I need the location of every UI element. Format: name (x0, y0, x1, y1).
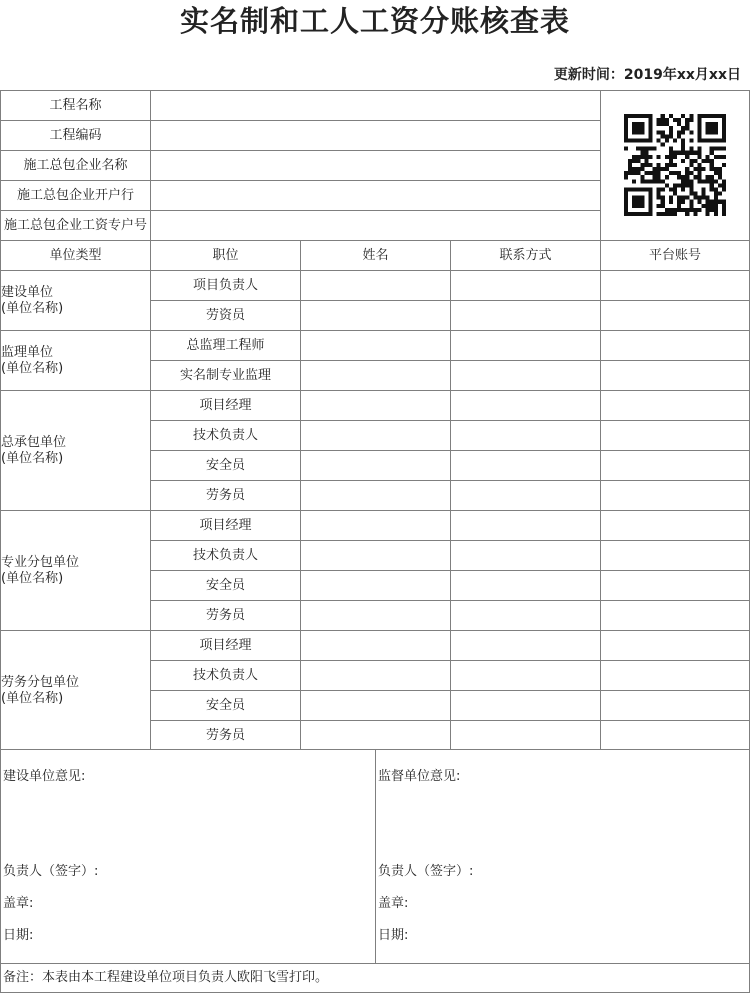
unit-name-placeholder: (单位名称) (1, 361, 64, 376)
platform-account-field[interactable] (600, 630, 750, 660)
name-field[interactable] (300, 270, 450, 300)
platform-account-field[interactable] (600, 540, 750, 570)
column-header: 单位类型 (0, 240, 150, 270)
footnote: 备注：本表由本工程建设单位项目负责人欧阳飞雪打印。 (0, 963, 750, 993)
contact-field[interactable] (450, 510, 600, 540)
info-label: 施工总包企业工资专户号 (0, 210, 150, 240)
contact-field[interactable] (450, 540, 600, 570)
position-label: 项目经理 (150, 510, 300, 540)
position-label: 劳务员 (150, 720, 300, 750)
contact-field[interactable] (450, 360, 600, 390)
platform-account-field[interactable] (600, 690, 750, 720)
signer-label: 负责人（签字）: (3, 864, 99, 879)
platform-account-field[interactable] (600, 330, 750, 360)
signer-label: 负责人（签字）: (378, 864, 474, 879)
unit-type-cell (0, 270, 150, 330)
column-header: 联系方式 (450, 240, 600, 270)
name-field[interactable] (300, 600, 450, 630)
info-label: 工程编码 (0, 120, 150, 150)
qr-code-icon (624, 114, 726, 216)
platform-account-field[interactable] (600, 600, 750, 630)
contact-field[interactable] (450, 330, 600, 360)
position-label: 技术负责人 (150, 660, 300, 690)
position-label: 实名制专业监理 (150, 360, 300, 390)
position-label: 安全员 (150, 690, 300, 720)
seal-label: 盖章: (3, 896, 34, 911)
contact-field[interactable] (450, 720, 600, 750)
position-label: 项目负责人 (150, 270, 300, 300)
page-title: 实名制和工人工资分账核查表 (179, 4, 570, 38)
platform-account-field[interactable] (600, 660, 750, 690)
name-field[interactable] (300, 450, 450, 480)
info-value-field[interactable] (150, 210, 600, 240)
position-label: 劳务员 (150, 480, 300, 510)
unit-name-placeholder: (单位名称) (1, 691, 64, 706)
platform-account-field[interactable] (600, 510, 750, 540)
unit-type-cell (0, 330, 150, 390)
unit-name-placeholder: (单位名称) (1, 451, 64, 466)
platform-account-field[interactable] (600, 390, 750, 420)
name-field[interactable] (300, 630, 450, 660)
contact-field[interactable] (450, 600, 600, 630)
contact-field[interactable] (450, 270, 600, 300)
name-field[interactable] (300, 480, 450, 510)
opinion-label: 建设单位意见: (3, 769, 86, 784)
name-field[interactable] (300, 360, 450, 390)
name-field[interactable] (300, 420, 450, 450)
name-field[interactable] (300, 570, 450, 600)
platform-account-field[interactable] (600, 570, 750, 600)
name-field[interactable] (300, 390, 450, 420)
info-value-field[interactable] (150, 90, 600, 120)
name-field[interactable] (300, 660, 450, 690)
platform-account-field[interactable] (600, 480, 750, 510)
position-label: 项目经理 (150, 390, 300, 420)
column-header: 平台账号 (600, 240, 750, 270)
position-label: 技术负责人 (150, 540, 300, 570)
left-opinion-box[interactable] (0, 749, 375, 963)
position-label: 技术负责人 (150, 420, 300, 450)
unit-type-label: 专业分包单位 (1, 555, 80, 570)
date-label: 日期: (3, 928, 34, 943)
position-label: 安全员 (150, 570, 300, 600)
platform-account-field[interactable] (600, 450, 750, 480)
contact-field[interactable] (450, 480, 600, 510)
unit-name-placeholder: (单位名称) (1, 571, 64, 586)
info-value-field[interactable] (150, 120, 600, 150)
name-field[interactable] (300, 540, 450, 570)
platform-account-field[interactable] (600, 270, 750, 300)
position-label: 项目经理 (150, 630, 300, 660)
unit-type-cell (0, 630, 150, 750)
column-header: 职位 (150, 240, 300, 270)
unit-type-label: 监理单位 (1, 345, 54, 360)
unit-type-label: 劳务分包单位 (1, 675, 80, 690)
date-label: 日期: (378, 928, 409, 943)
position-label: 总监理工程师 (150, 330, 300, 360)
unit-type-label: 总承包单位 (1, 435, 67, 450)
contact-field[interactable] (450, 690, 600, 720)
name-field[interactable] (300, 510, 450, 540)
unit-type-cell (0, 390, 150, 510)
name-field[interactable] (300, 300, 450, 330)
unit-type-label: 建设单位 (1, 285, 54, 300)
contact-field[interactable] (450, 420, 600, 450)
position-label: 安全员 (150, 450, 300, 480)
name-field[interactable] (300, 720, 450, 750)
platform-account-field[interactable] (600, 360, 750, 390)
right-opinion-box[interactable] (375, 749, 750, 963)
info-value-field[interactable] (150, 150, 600, 180)
info-label: 工程名称 (0, 90, 150, 120)
update-time: 更新时间：2019年xx月xx日 (553, 67, 741, 83)
unit-name-placeholder: (单位名称) (1, 301, 64, 316)
platform-account-field[interactable] (600, 300, 750, 330)
contact-field[interactable] (450, 630, 600, 660)
contact-field[interactable] (450, 390, 600, 420)
position-label: 劳资员 (150, 300, 300, 330)
position-label: 劳务员 (150, 600, 300, 630)
name-field[interactable] (300, 690, 450, 720)
contact-field[interactable] (450, 570, 600, 600)
seal-label: 盖章: (378, 896, 409, 911)
platform-account-field[interactable] (600, 720, 750, 750)
contact-field[interactable] (450, 660, 600, 690)
contact-field[interactable] (450, 300, 600, 330)
opinion-label: 监督单位意见: (378, 769, 461, 784)
column-header: 姓名 (300, 240, 450, 270)
info-label: 施工总包企业开户行 (0, 180, 150, 210)
name-field[interactable] (300, 330, 450, 360)
contact-field[interactable] (450, 450, 600, 480)
info-label: 施工总包企业名称 (0, 150, 150, 180)
info-value-field[interactable] (150, 180, 600, 210)
unit-type-cell (0, 510, 150, 630)
platform-account-field[interactable] (600, 420, 750, 450)
